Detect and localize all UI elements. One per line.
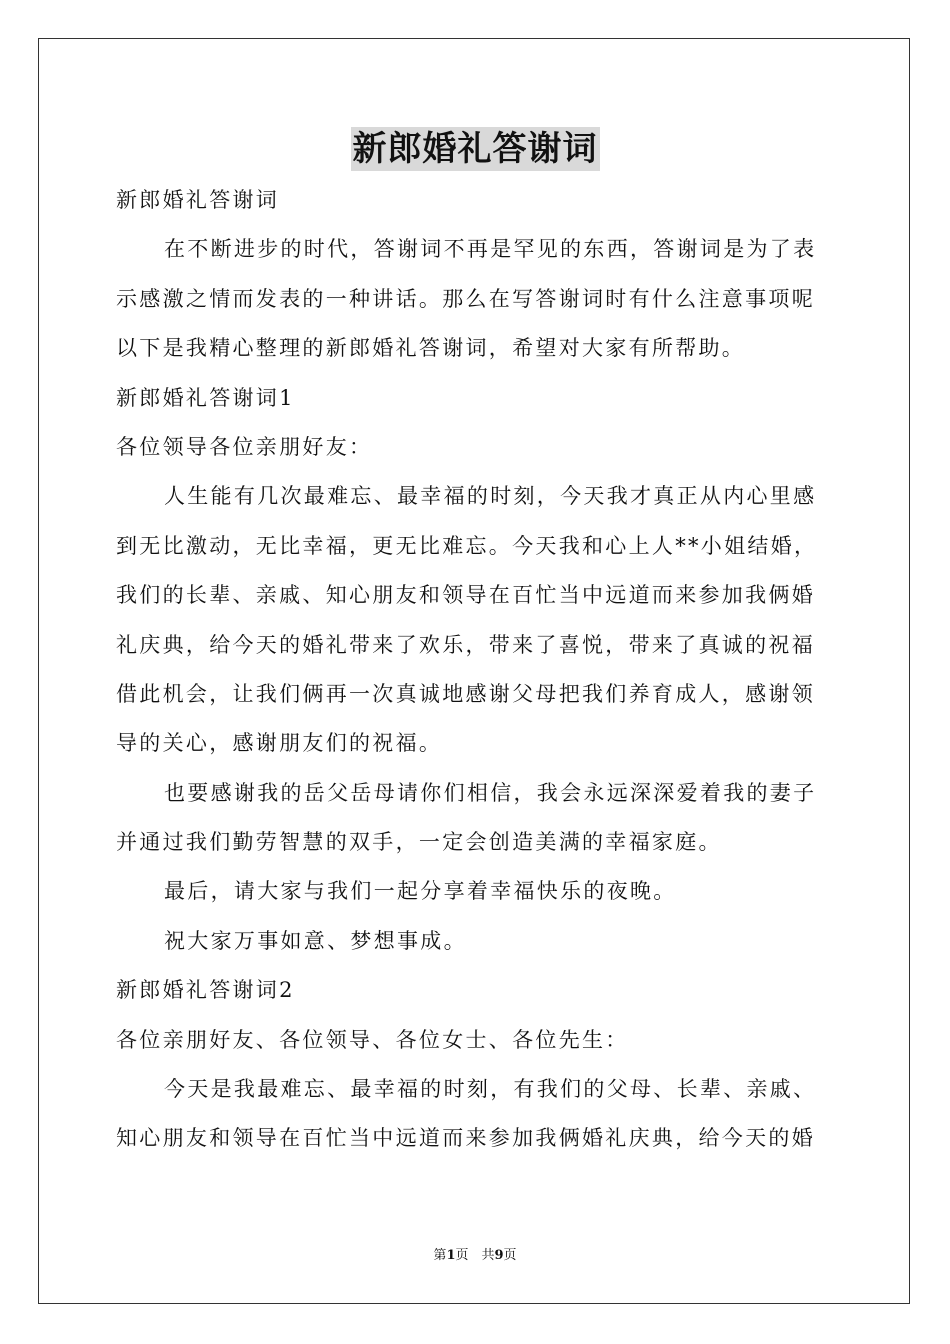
page-footer [0,1246,950,1266]
document-body [116,176,836,1164]
text-line: 到无比激动，无比幸福，更无比难忘。今天我和心上人**小姐结婚， [116,533,818,558]
text-line: 新郎婚礼答谢词 [116,188,280,212]
page-prefix: 第 [433,1248,447,1263]
text-line: 祝大家万事如意、梦想事成。 [164,928,467,953]
page-mid: 页 共 [455,1248,495,1263]
text-line: 借此机会，让我们俩再一次真诚地感谢父母把我们养育成人，感谢领 [116,681,815,706]
page-suffix: 页 [503,1248,517,1263]
text-line: 各位领导各位亲朋好友： [116,434,373,459]
text-line: 我们的长辈、亲戚、知心朋友和领导在百忙当中远道而来参加我俩婚 [116,583,815,608]
text-line: 礼庆典，给今天的婚礼带来了欢乐，带来了喜悦，带来了真诚的祝福 [116,632,815,657]
text-line: 最后，请大家与我们一起分享着幸福快乐的夜晚。 [164,879,677,904]
document-title: 新郎婚礼答谢词 [352,129,598,169]
text-line: 示感激之情而发表的一种讲话。那么在写答谢词时有什么注意事项呢 [116,286,815,311]
page-total: 9 [494,1248,504,1263]
text-line: 导的关心，感谢朋友们的祝福。 [116,731,443,756]
text-line: 以下是我精心整理的新郎婚礼答谢词，希望对大家有所帮助。 [116,336,746,361]
title-container [0,127,950,171]
text-line: 新郎婚礼答谢词2 [116,978,295,1003]
page-current: 1 [446,1248,456,1263]
text-line: 在不断进步的时代，答谢词不再是罕见的东西，答谢词是为了表 [164,237,817,262]
text-line: 新郎婚礼答谢词1 [116,385,295,410]
text-line: 今天是我最难忘、最幸福的时刻，有我们的父母、长辈、亲戚、 [164,1077,817,1102]
text-line: 知心朋友和领导在百忙当中远道而来参加我俩婚礼庆典，给今天的婚 [116,1126,815,1151]
text-line: 并通过我们勤劳智慧的双手，一定会创造美满的幸福家庭。 [116,830,722,855]
text-line: 各位亲朋好友、各位领导、各位女士、各位先生： [116,1027,629,1052]
text-line: 也要感谢我的岳父岳母请你们相信，我会永远深深爱着我的妻子 [164,780,817,805]
text-line: 人生能有几次最难忘、最幸福的时刻，今天我才真正从内心里感 [164,484,817,509]
